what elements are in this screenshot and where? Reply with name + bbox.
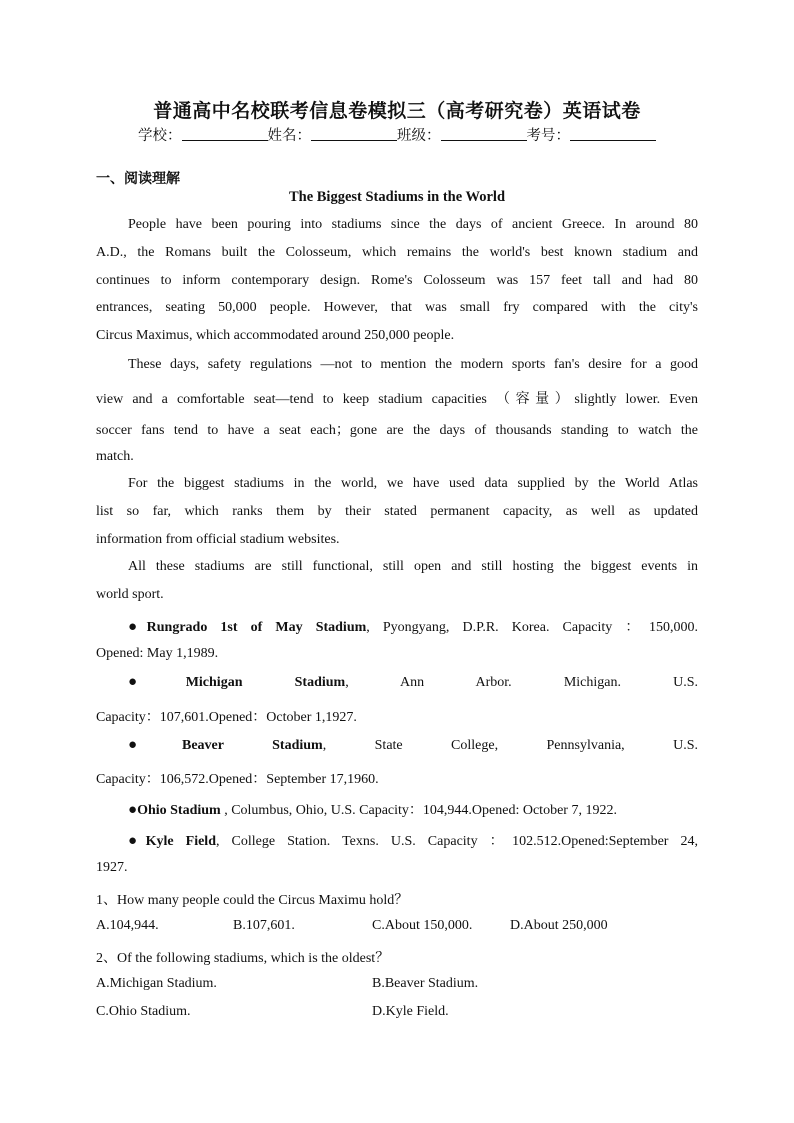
passage-line: continues to inform contemporary design. Rome's Colosseum was 157 feet tall and had 80 [96, 273, 698, 288]
passage-line: People have been pouring into stadiums since the days of ancient Greece. In around 80 [128, 217, 698, 232]
stadium-item [128, 674, 698, 691]
name-blank[interactable] [311, 126, 397, 141]
passage-line: world sport. [96, 587, 164, 602]
passage-line: view and a comfortable seat—tend to keep stadium capacities （容量）slightly lower. Even [96, 392, 698, 407]
stadium-name: Ohio Stadium [137, 803, 221, 818]
stadium-details: , Ann Arbor. Michigan. U.S. [345, 675, 698, 690]
class-label: 班级： [397, 128, 441, 144]
stadium-details: , Columbus, Ohio, U.S. Capacity：104,944.Opened: October 7, 1922. [220, 803, 617, 818]
bullet-icon: ● [128, 802, 138, 818]
stadium-details: , College Station. Texns. U.S. Capacity ：102.512.Opened:September 24, [215, 834, 698, 849]
question-option[interactable]: D.Kyle Field. [372, 1004, 449, 1019]
passage-title: The Biggest Stadiums in the World [288, 189, 506, 205]
section-heading: 一、阅读理解 [96, 171, 180, 187]
passage-line: For the biggest stadiums in the world, we have used data supplied by the World Atlas [128, 476, 698, 491]
stadium-details: , Pyongyang, D.P.R. Korea. Capacity ：150,000. [366, 620, 698, 635]
passage-line: Circus Maximus, which accommodated around 250,000 people. [96, 328, 455, 343]
exam-title: 普通高中名校联考信息卷模拟三（高考研究卷）英语试卷 [153, 100, 641, 122]
bullet-icon: ● [128, 833, 146, 849]
stadium-details-cont: Capacity：106,572.Opened：September 17,1960. [96, 772, 379, 787]
school-label: 学校： [138, 128, 182, 144]
passage-line: These days, safety regulations —not to mention the modern sports fan's desire for a good [128, 357, 698, 372]
question-option[interactable]: B.Beaver Stadium. [372, 976, 479, 991]
question-option[interactable]: D.About 250,000 [510, 918, 608, 933]
stadium-name: Beaver Stadium [181, 738, 323, 753]
passage-line: A.D., the Romans built the Colosseum, which remains the world's best known stadium and [96, 245, 698, 260]
stadium-name: Kyle Field [145, 834, 216, 849]
question-option[interactable]: C.About 150,000. [372, 918, 473, 933]
question-stem: 2、Of the following stadiums, which is the oldest？ [96, 951, 390, 966]
passage-line: entrances, seating 50,000 people. However, that was small fry compared with the city's [96, 300, 698, 315]
stadium-name: Rungrado 1st of May Stadium [146, 620, 367, 635]
stadium-name: Michigan Stadium [185, 675, 346, 690]
stadium-details: , State College, Pennsylvania, U.S. [322, 738, 698, 753]
question-option[interactable]: C.Ohio Stadium. [96, 1004, 191, 1019]
question-stem: 1、How many people could the Circus Maximu hold？ [96, 893, 409, 908]
stadium-item [128, 616, 698, 636]
passage-line: information from official stadium websites. [96, 532, 340, 547]
question-option[interactable]: A.104,944. [96, 918, 159, 933]
passage-line: list so far, which ranks them by their stated permanent capacity, as well as updated [96, 504, 698, 519]
stadium-item [128, 737, 698, 754]
question-option[interactable]: A.Michigan Stadium. [96, 976, 217, 991]
question-option[interactable]: B.107,601. [233, 918, 295, 933]
stadium-item [128, 830, 698, 850]
school-blank[interactable] [182, 126, 268, 141]
class-blank[interactable] [441, 126, 527, 141]
stadium-details-cont: Opened: May 1,1989. [96, 646, 219, 661]
stadium-details-cont: Capacity：107,601.Opened：October 1,1927. [96, 710, 357, 725]
passage-line: All these stadiums are still functional, still open and still hosting the biggest events in [128, 559, 698, 574]
bullet-icon: ● [128, 674, 186, 690]
passage-line: soccer fans tend to have a seat each；gone are the days of thousands standing to watch the [96, 423, 698, 438]
bullet-icon: ● [128, 737, 182, 753]
student-info-line [0, 124, 794, 145]
stadium-details-cont: 1927. [96, 860, 128, 875]
exam-no-blank[interactable] [570, 126, 656, 141]
stadium-item [128, 799, 698, 819]
name-label: 姓名： [267, 128, 311, 144]
exam-no-label: 考号： [526, 128, 570, 144]
bullet-icon: ● [128, 619, 147, 635]
passage-line: match. [96, 449, 134, 464]
